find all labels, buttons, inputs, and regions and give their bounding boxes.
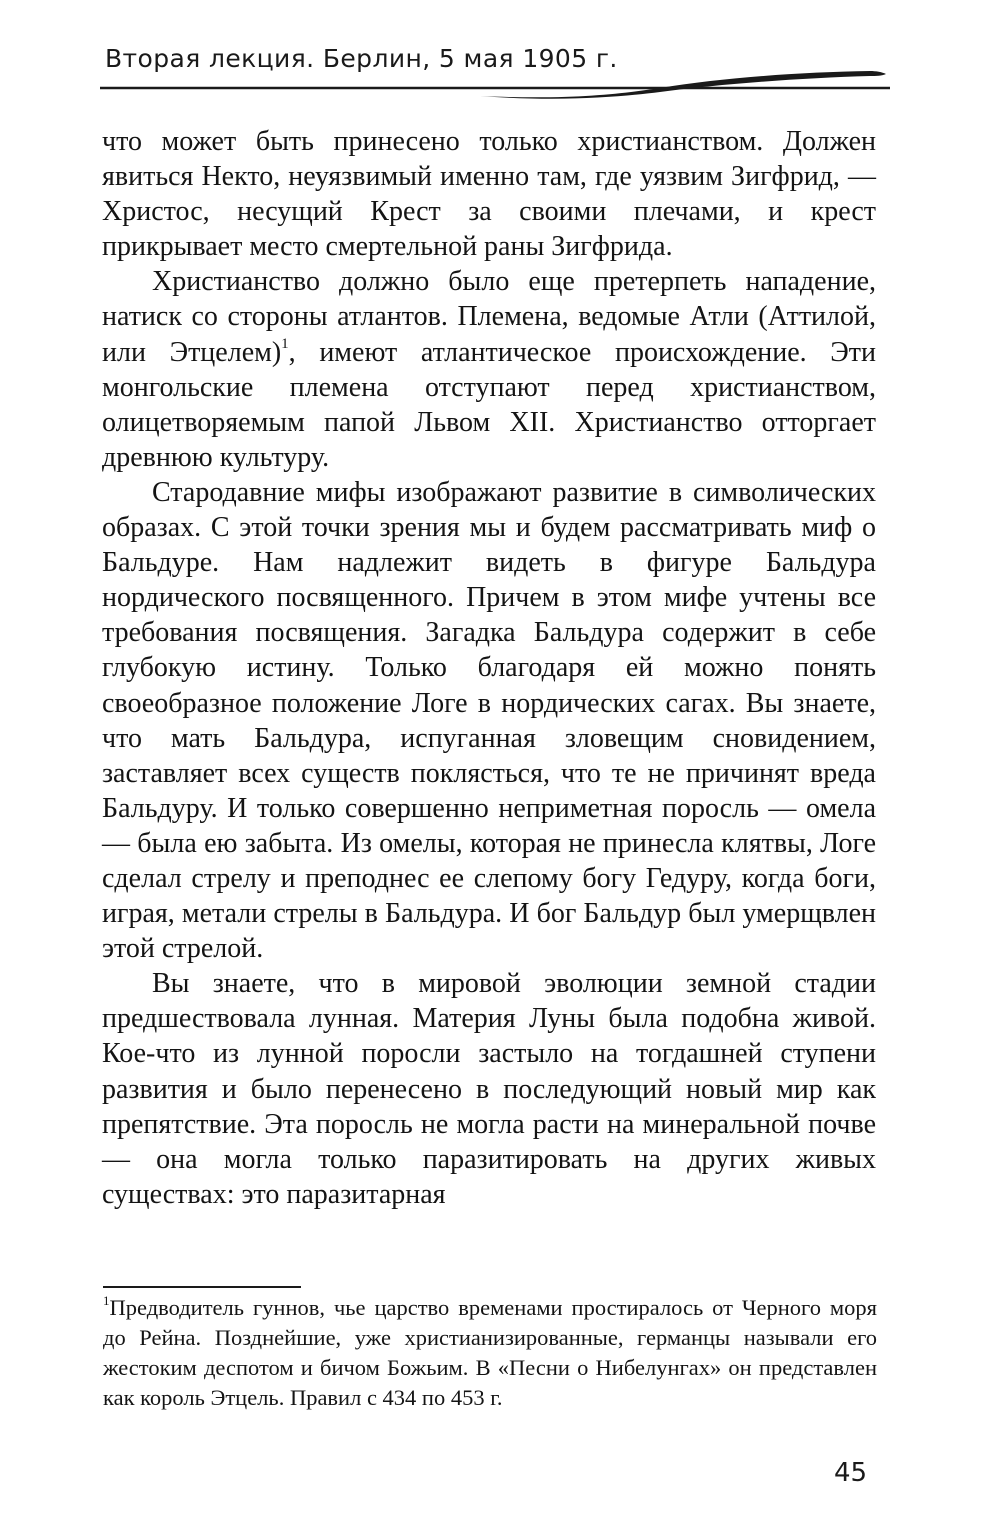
body-text [102, 124, 876, 1212]
paragraph-1: что может быть принесено только христианством. Должен явиться Некто, неуязвимый именно там, где уязвим Зигфрид, — Христос, несущий Крест за своими плечами, и крест прикрывает место смертельной раны Зигфрида. [102, 126, 876, 263]
header-rule-swash [480, 71, 886, 99]
running-head-title: Вторая лекция. Берлин, 5 мая 1905 г. [105, 44, 618, 73]
paragraph-2 [102, 264, 876, 475]
footnote-number: 1 [103, 1292, 110, 1308]
footnote-reference[interactable]: 1 [281, 336, 289, 353]
paragraph-2-end: , имеют атлантическое происхождение. Эти монгольские племена отступают перед христианством, олицетворяемым папой Львом XII. Христианство отторгает древнюю культуру. [102, 336, 876, 473]
paragraph-3: Стародавние мифы изображают развитие в символических образах. С этой точки зрения мы и будем рассматривать миф о Бальдуре. Нам надлежит видеть в фигуре Бальдура нордического посвященного. Причем в этом мифе учтены все требования посвящения. Загадка Бальдура содержит в себе глубокую истину. Только благодаря ей можно понять своеобразное положение Логе в нордических сагах. Вы знаете, что мать Бальдура, испуганная зловещим сновидением, заставляет всех существ поклясться, что те не причинят вреда Бальдуру. И только совершенно неприметная поросль — омела — была ею забыта. Из омелы, которая не принесла клятвы, Логе сделал стрелу и преподнес ее слепому богу Гедуру, когда боги, играя, метали стрелы в Бальдура. И бог Бальдур был умерщвлен этой стрелой. [102, 476, 876, 965]
footnote [103, 1293, 877, 1413]
footnote-divider [103, 1286, 301, 1288]
paragraph-4: Вы знаете, что в мировой эволюции земной стадии предшествовала лунная. Материя Луны была подобна живой. Кое-что из лунной поросли застыло на тогдашней ступени развития и было перенесено в последующий новый мир как препятствие. Эта поросль не могла расти на минеральной почве — она могла только паразитировать на других живых существах: это паразитарная [102, 968, 876, 1210]
paragraph-2-start: Христианство должно было еще претерпеть нападение, натиск со стороны атлантов. Племена, ведомые Атли (Аттилой, или Этцелем) [102, 266, 876, 368]
page-number: 45 [834, 1458, 868, 1488]
footnote-text: Предводитель гуннов, чье царство временами простиралось от Черного моря до Рейна. Позднейшие, уже христианизированные, германцы называли его жестоким деспотом и бичом Божьим. В «Песни о Нибелунгах» он представлен как король Этцель. Правил с 434 по 453 г. [103, 1295, 877, 1410]
header-ornamental-rule [100, 66, 890, 106]
